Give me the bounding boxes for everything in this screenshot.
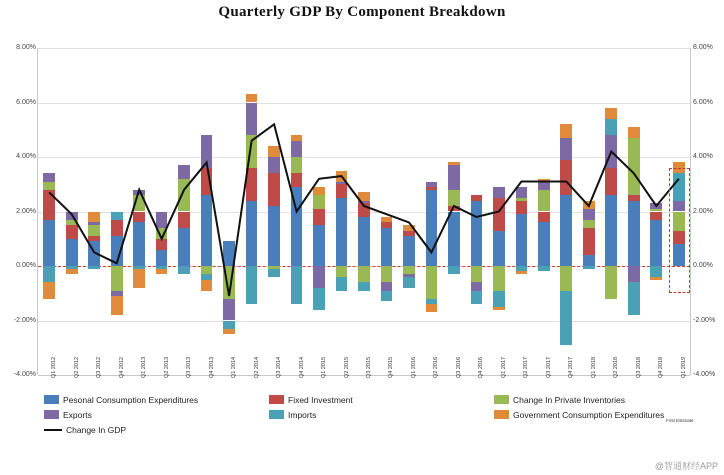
- x-axis-tick-label: Q1 2018: [590, 356, 597, 378]
- legend-label-government: Government Consumption Expenditures: [513, 409, 665, 420]
- y-axis-tick-label-right: 8.00%: [693, 44, 713, 51]
- legend-label-fixed-investment: Fixed Investment: [288, 394, 353, 405]
- y-axis-tick-label: 2.00%: [16, 207, 36, 215]
- x-axis-tick-label: Q2 2016: [433, 356, 440, 378]
- x-axis-tick-label: Q4 2012: [118, 356, 125, 378]
- legend-item-imports: [269, 410, 484, 420]
- legend-swatch-inventories: [494, 395, 509, 404]
- legend-item-inventories: [494, 395, 625, 405]
- x-axis-tick-label: Q4 2017: [568, 356, 575, 378]
- y-axis-tick-label-right: -2.00%: [693, 316, 716, 324]
- x-axis-tick-label: Q3 2015: [366, 356, 372, 378]
- y-axis-tick-label-right: 4.00%: [693, 153, 713, 160]
- legend-item-exports: [44, 410, 259, 420]
- legend-item-fixed-investment: [269, 395, 484, 405]
- page-title: Quarterly GDP By Component Breakdown: [218, 4, 506, 20]
- y-axis-tick-label: 8.00%: [16, 44, 36, 51]
- legend-item-government: [494, 410, 664, 420]
- y-axis-tick-label-right: 2.00%: [693, 207, 713, 215]
- x-axis-tick-label: Q1 2013: [141, 356, 148, 378]
- x-axis-tick-label: Q3 2014: [276, 356, 283, 378]
- x-axis-tick-label: Q4 2014: [298, 356, 305, 378]
- x-axis-tick-label: Q1 2017: [500, 356, 507, 378]
- y-axis-tick-label-right: -4.00%: [693, 371, 716, 378]
- legend-label-exports: Exports: [63, 409, 92, 420]
- x-axis-tick-label: Q2 2015: [343, 356, 350, 378]
- x-axis-tick-label: Q2 2014: [253, 356, 260, 378]
- legend-item-pce: [44, 395, 259, 405]
- y-axis-tick-label: 6.00%: [16, 98, 36, 106]
- chart-legend: [44, 392, 704, 437]
- x-axis-tick-label: Q2 2013: [163, 356, 170, 378]
- legend-row-2: [44, 407, 704, 422]
- x-axis-tick-label: Q3 2013: [186, 356, 193, 378]
- legend-swatch-government: [494, 410, 509, 419]
- x-axis-tick-label: Q1 2016: [410, 356, 417, 378]
- y-axis-tick-label-right: 0.00%: [693, 262, 713, 269]
- x-axis-tick-label: Q1 2012: [51, 356, 58, 378]
- x-axis-tick-label: Q2 2018: [613, 356, 620, 378]
- y-axis-tick-label: -2.00%: [13, 316, 36, 324]
- legend-label-inventories: Change In Private Inventories: [513, 394, 625, 405]
- x-axis-tick-label: Q3 2017: [545, 356, 552, 378]
- x-axis-tick-label: Q4 2013: [208, 356, 215, 378]
- y-axis-tick-label: 0.00%: [16, 262, 36, 269]
- x-axis-tick-label: Q3 2018: [635, 356, 642, 378]
- y-axis-tick-label: 4.00%: [16, 153, 36, 160]
- last-category-note: First Estimate: [665, 418, 694, 423]
- x-axis-tick-label: Q1 2014: [231, 356, 238, 378]
- highlight-box: [669, 168, 690, 293]
- watermark: @智通财经APP: [654, 461, 718, 471]
- legend-label-imports: Imports: [288, 409, 317, 420]
- x-axis-tick-label: Q4 2018: [658, 356, 665, 378]
- x-axis-tick-label: Q3 2016: [455, 356, 462, 378]
- legend-swatch-imports: [269, 410, 284, 419]
- x-axis-tick-label: Q2 2012: [73, 356, 80, 378]
- x-axis-tick-label: Q1 2015: [321, 356, 328, 378]
- legend-item-change-in-gdp: [44, 425, 126, 435]
- legend-row-3: [44, 422, 704, 437]
- x-axis-tick-label: Q1 2019: [680, 356, 687, 378]
- legend-swatch-fixed-investment: [269, 395, 284, 404]
- legend-line-change-in-gdp: [44, 429, 62, 431]
- change-in-gdp-line: [38, 48, 690, 375]
- x-axis-tick-label: Q4 2015: [388, 356, 395, 378]
- legend-swatch-exports: [44, 410, 59, 419]
- x-axis-tick-label: Q4 2016: [478, 356, 485, 378]
- x-axis-tick-label: Q2 2017: [523, 356, 530, 378]
- y-axis-tick-label-right: 6.00%: [693, 98, 713, 106]
- legend-row-1: [44, 392, 704, 407]
- legend-swatch-pce: [44, 395, 59, 404]
- x-axis-tick-label: Q3 2012: [96, 356, 103, 378]
- legend-label-pce: Pesonal Consumption Expenditures: [63, 394, 199, 405]
- legend-label-change-in-gdp: Change In GDP: [66, 424, 127, 435]
- y-axis-tick-label: -4.00%: [13, 371, 36, 378]
